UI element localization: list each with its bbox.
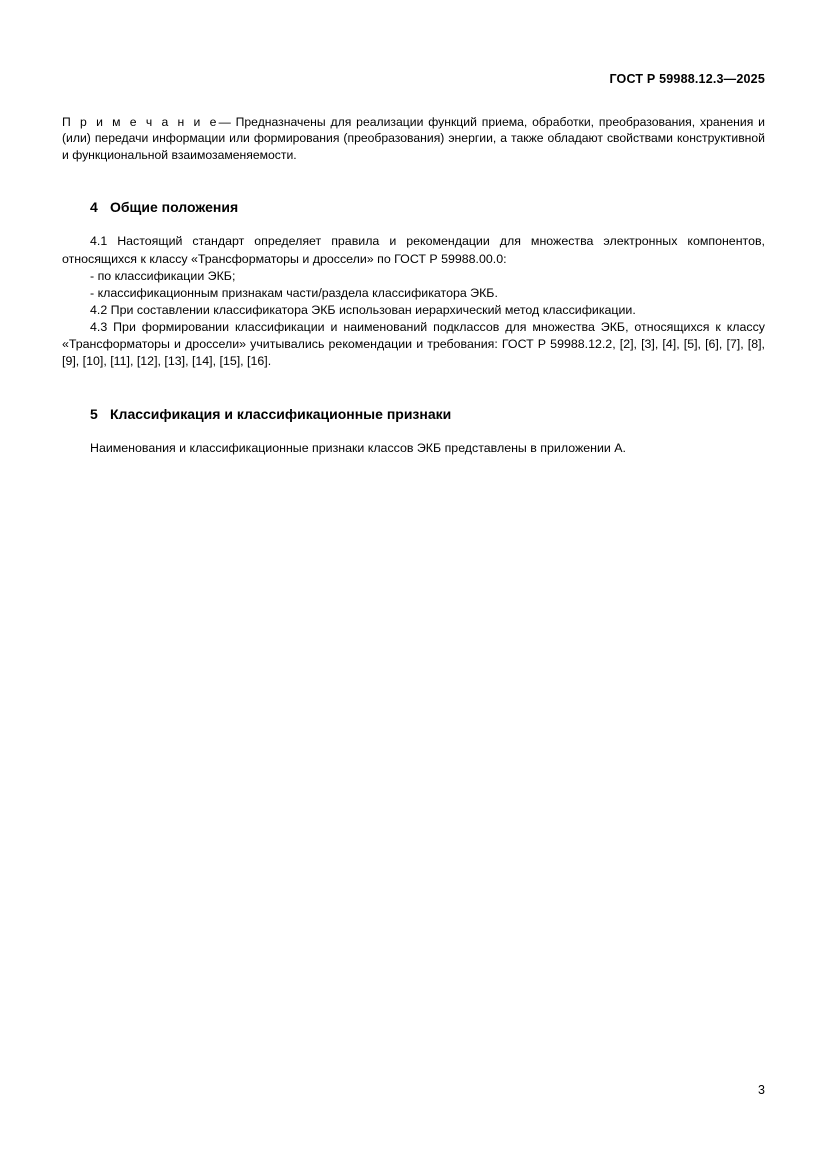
section-title-5: Классификация и классификационные признаки [110,406,452,423]
section-number-5: 5 [90,406,98,423]
note-label: П р и м е ч а н и е [62,115,219,129]
note-paragraph [62,114,765,163]
note-text: Предназначены для реализации функций приема, обработки, преобразования, хранения и (или) передачи информации или формирования (преобразования) энергии, а также обладают свойствами конструктивной и функциональной взаимозаменяемости. [62,115,765,162]
page-number: 3 [758,1083,765,1097]
section-heading-5 [62,406,765,422]
note-dash: — [218,115,231,129]
section-title-4: Общие положения [110,199,239,216]
page-content [62,72,765,457]
paragraph-4-1: 4.1 Настоящий стандарт определяет правила и рекомендации для множества электронных компонентов, относящихся к классу «Трансформаторы и дроссели» по ГОСТ Р 59988.00.0: [62,234,765,266]
paragraph-4-2: 4.2 При составлении классификатора ЭКБ использован иерархический метод классификации. [90,302,636,317]
list-item-classification: - по классификации ЭКБ; [90,268,236,283]
section-heading-4 [62,199,765,215]
running-header: ГОСТ Р 59988.12.3—2025 [609,72,765,86]
section-number-4: 4 [90,199,98,216]
paragraph-4-3: 4.3 При формировании классификации и наименований подклассов для множества ЭКБ, относящихся к классу «Трансформаторы и дроссели» учитывались рекомендации и требования: ГОСТ Р 59988.12.2, [2], [3], [4], [5], [6], [7], [8], [9], [10], [11], [12], [13], [14], [15], [16]. [62,319,765,369]
list-item-features: - классификационным признакам части/раздела классификатора ЭКБ. [90,285,498,300]
paragraph-5-intro: Наименования и классификационные признаки классов ЭКБ представлены в приложении А. [90,441,626,456]
